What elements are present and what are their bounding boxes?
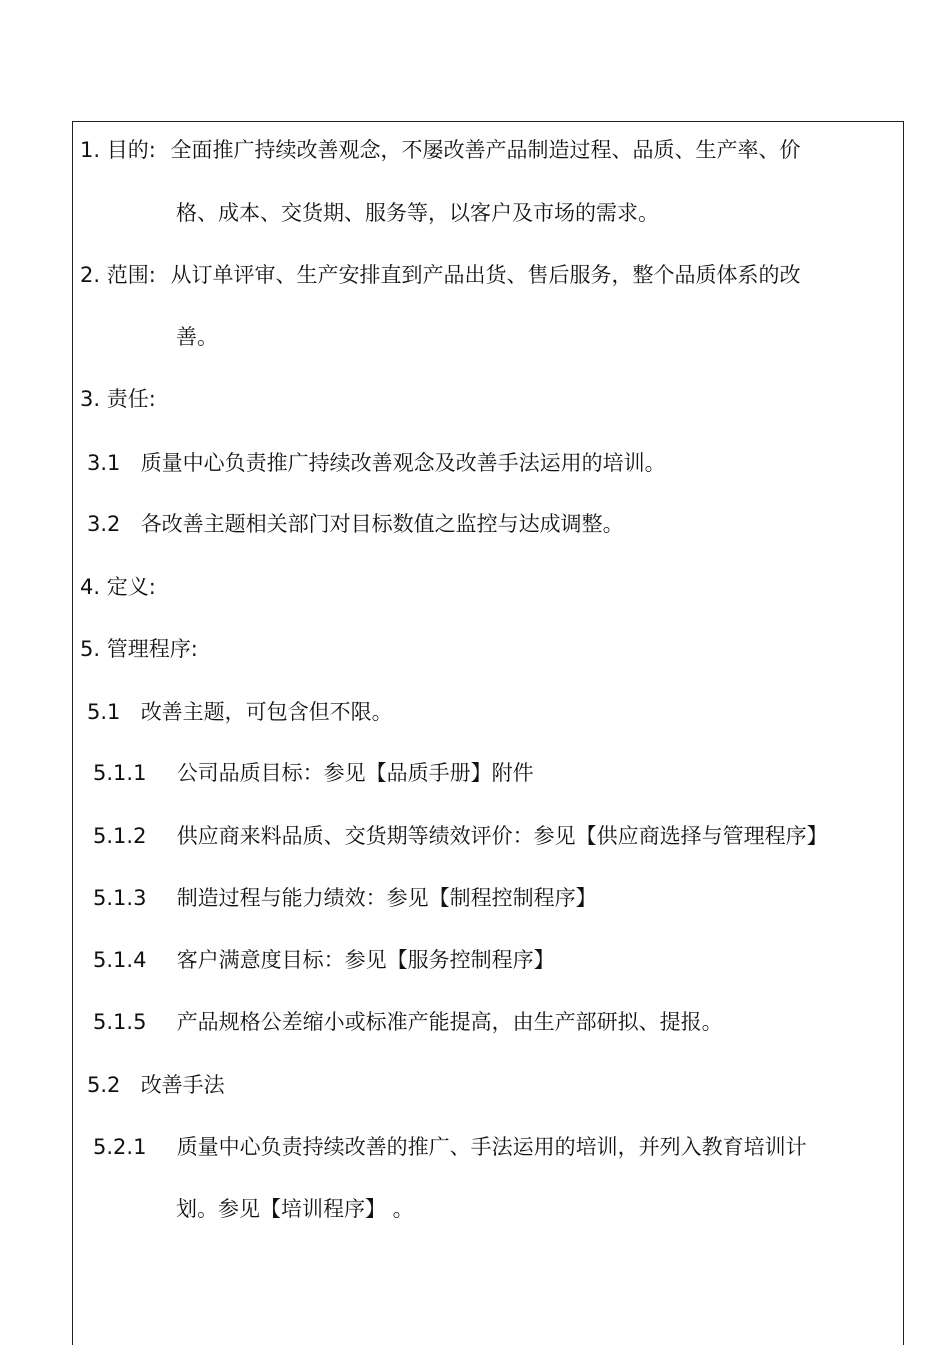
item-number: 3.2 [87, 512, 121, 536]
section-text: 从订单评审、生产安排直到产品出货、售后服务，整个品质体系的改 [170, 263, 801, 287]
item-5-2-1-cont [176, 1195, 414, 1223]
section-2-scope [80, 261, 800, 289]
section-5-procedure [80, 635, 198, 663]
section-1-purpose-cont [176, 199, 659, 227]
item-3-2 [87, 510, 624, 538]
item-text: 质量中心负责推广持续改善观念及改善手法运用的培训。 [140, 451, 666, 475]
item-text: 改善主题，可包含但不限。 [140, 700, 393, 724]
item-text: 划。参见【培训程序】 。 [176, 1197, 414, 1221]
item-text: 改善手法 [140, 1073, 225, 1097]
item-number: 5.2 [87, 1073, 121, 1097]
item-text: 产品规格公差缩小或标准产能提高，由生产部研拟、提报。 [176, 1010, 723, 1034]
item-number: 5.1.5 [93, 1010, 147, 1034]
item-text: 质量中心负责持续改善的推广、手法运用的培训，并列入教育培训计 [176, 1135, 807, 1159]
item-5-2 [87, 1071, 225, 1099]
item-text: 公司品质目标：参见【品质手册】附件 [176, 761, 534, 785]
item-number: 5.1.1 [93, 761, 147, 785]
item-3-1 [87, 449, 666, 477]
document-frame [72, 121, 904, 1345]
item-number: 5.1.2 [93, 824, 147, 848]
section-text: 全面推广持续改善观念，不屡改善产品制造过程、品质、生产率、价 [170, 138, 801, 162]
item-5-1-5 [93, 1008, 723, 1036]
item-number: 5.1 [87, 700, 121, 724]
section-4-definition [80, 573, 156, 601]
item-5-1 [87, 698, 393, 726]
item-number: 3.1 [87, 451, 121, 475]
section-number: 1. 目的: [80, 138, 156, 162]
item-5-2-1 [93, 1133, 807, 1161]
item-5-1-4 [93, 946, 555, 974]
item-5-1-2 [93, 822, 828, 850]
item-number: 5.1.4 [93, 948, 147, 972]
section-text: 格、成本、交货期、服务等，以客户及市场的需求。 [176, 201, 659, 225]
item-number: 5.1.3 [93, 886, 147, 910]
item-5-1-1 [93, 759, 534, 787]
section-1-purpose [80, 136, 800, 164]
section-number: 5. 管理程序: [80, 637, 198, 661]
section-3-responsibility [80, 385, 156, 413]
item-number: 5.2.1 [93, 1135, 147, 1159]
item-text: 制造过程与能力绩效：参见【制程控制程序】 [176, 886, 597, 910]
section-number: 3. 责任: [80, 387, 156, 411]
section-2-scope-cont [176, 323, 218, 351]
section-number: 2. 范围: [80, 263, 156, 287]
section-text: 善。 [176, 325, 218, 349]
item-text: 客户满意度目标：参见【服务控制程序】 [176, 948, 555, 972]
item-text: 供应商来料品质、交货期等绩效评价：参见【供应商选择与管理程序】 [176, 824, 828, 848]
item-5-1-3 [93, 884, 597, 912]
item-text: 各改善主题相关部门对目标数值之监控与达成调整。 [140, 512, 624, 536]
section-number: 4. 定义: [80, 575, 156, 599]
